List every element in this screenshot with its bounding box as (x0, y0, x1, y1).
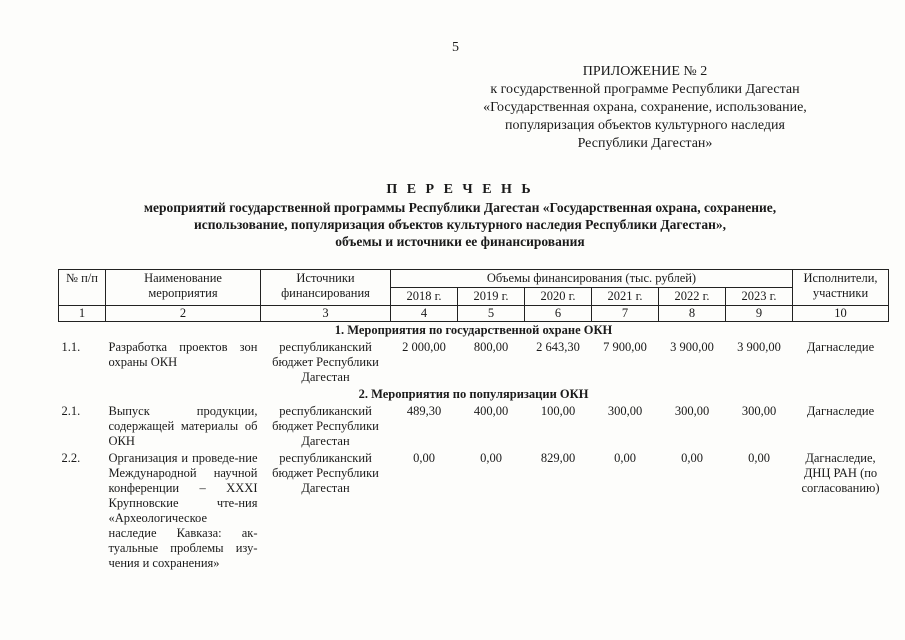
header-year: 2023 г. (726, 288, 793, 306)
title-line: объемы и источники ее финансирования (335, 234, 585, 249)
appendix-line: популяризация объектов культурного наследия (505, 118, 785, 133)
row-value: 400,00 (473, 404, 509, 418)
column-number: 4 (391, 306, 458, 322)
row-source: республиканский бюджет Республики Дагестан (272, 340, 379, 384)
row-value: 3 900,00 (737, 340, 781, 354)
document-title (60, 181, 860, 250)
title-heading: П Е Р Е Ч Е Н Ь (386, 182, 534, 197)
row-executor: Дагнаследие (806, 340, 875, 354)
column-number: 10 (793, 306, 889, 322)
row-value: 0,00 (480, 451, 502, 465)
section-title: 1. Мероприятия по государственной охране ОКН (334, 323, 613, 337)
row-value: 0,00 (413, 451, 435, 465)
column-number: 7 (592, 306, 659, 322)
header-year: 2022 г. (659, 288, 726, 306)
row-value: 800,00 (473, 340, 509, 354)
header-source: Источники финансирования (261, 270, 391, 306)
row-name: Разработка проектов зон охраны ОКН (108, 340, 258, 369)
row-value: 7 900,00 (603, 340, 647, 354)
row-source: республиканский бюджет Республики Дагестан (272, 404, 379, 448)
row-num: 1.1. (61, 340, 81, 354)
header-year: 2018 г. (391, 288, 458, 306)
row-value: 300,00 (607, 404, 643, 418)
row-value: 489,30 (406, 404, 442, 418)
section-title: 2. Мероприятия по популяризации ОКН (358, 387, 589, 401)
column-number: 1 (59, 306, 106, 322)
appendix-block (455, 63, 835, 153)
header-year: 2019 г. (458, 288, 525, 306)
row-value: 829,00 (540, 451, 576, 465)
header-name: Наименование мероприятия (106, 270, 261, 306)
row-source: республиканский бюджет Республики Дагестан (272, 451, 379, 495)
title-line: мероприятий государственной программы Республики Дагестан «Государственная охрана, сохранение, (143, 200, 777, 215)
row-value: 0,00 (748, 451, 770, 465)
section-row (59, 386, 889, 403)
appendix-line: к государственной программе Республики Дагестан (490, 82, 800, 97)
row-value: 100,00 (540, 404, 576, 418)
row-num: 2.2. (61, 451, 81, 465)
table-row (59, 403, 889, 450)
column-numbers-row (59, 306, 889, 322)
row-value: 3 900,00 (670, 340, 714, 354)
row-executor: Дагнаследие (806, 404, 875, 418)
table-row (59, 339, 889, 386)
header-volumes: Объемы финансирования (тыс. рублей) (391, 270, 793, 288)
row-value: 2 643,30 (536, 340, 580, 354)
table-row (59, 450, 889, 572)
row-value: 300,00 (741, 404, 777, 418)
header-num: № п/п (59, 270, 106, 306)
header-year: 2021 г. (592, 288, 659, 306)
row-value: 0,00 (681, 451, 703, 465)
appendix-line: «Государственная охрана, сохранение, использование, (483, 100, 807, 115)
column-number: 9 (726, 306, 793, 322)
measures-table (58, 269, 889, 572)
header-executors: Исполнители, участники (793, 270, 889, 306)
row-executor: Дагнаследие, ДНЦ РАН (по согласованию) (801, 451, 880, 495)
appendix-title: ПРИЛОЖЕНИЕ № 2 (582, 64, 708, 79)
column-number: 8 (659, 306, 726, 322)
column-number: 6 (525, 306, 592, 322)
row-num: 2.1. (61, 404, 81, 418)
row-value: 300,00 (674, 404, 710, 418)
column-number: 3 (261, 306, 391, 322)
page-number: 5 (452, 40, 459, 55)
title-line: использование, популяризация объектов культурного наследия Республики Дагестан», (194, 217, 726, 232)
column-number: 5 (458, 306, 525, 322)
header-year: 2020 г. (525, 288, 592, 306)
row-name: Организация и проведе-ние Международной научной конференции – XXXI Крупновские чте-ния «Археологическое наследие Кавказа: ак-туальные проблемы изу-чения и сохранения» (108, 451, 258, 570)
section-row (59, 322, 889, 340)
row-name: Выпуск продукции, содержащей материалы об ОКН (108, 404, 258, 448)
row-value: 0,00 (614, 451, 636, 465)
appendix-line: Республики Дагестан» (577, 136, 713, 151)
row-value: 2 000,00 (402, 340, 446, 354)
column-number: 2 (106, 306, 261, 322)
